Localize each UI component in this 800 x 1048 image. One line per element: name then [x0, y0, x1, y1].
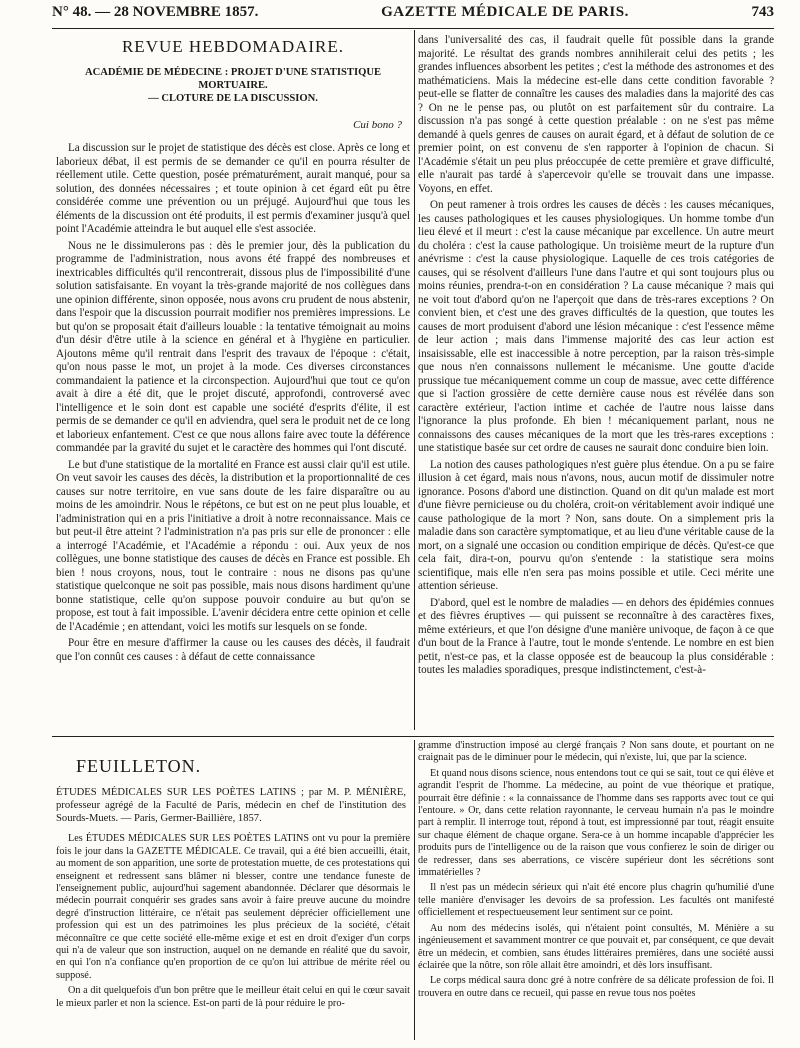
paragraph: gramme d'instruction imposé au clergé français ? Non sans doute, et pourtant on ne craignait pas de le diminuer pour le médecin, qui n'existe, lui, que par la science. — [418, 740, 774, 764]
paragraph: On peut ramener à trois ordres les causes de décès : les causes mécaniques, les causes pathologiques et les causes physiologiques. Un homme tombe d'un lieu élevé et il meurt : c'est la cause mécanique par excellence. Un autre meurt du choléra : c'est la cause pathologique. Un troisième meurt de la rupture d'un anévrisme : c'est la cause physiologique. Laquelle de ces trois catégories de causes, qui se résolvent d'ailleurs l'une dans l'autre et qui sont toujours plus ou moins réunies, prendra-t-on en considération ? La cause mécanique ? mais qui ne voit tout d'abord qu'on ne l'aperçoit que dans de très-rares exceptions ? On convient bien, et c'est une des graves difficultés de la question, que toutes les causes de mort produisent d'abord une lésion mécanique : c'est l'essence même de leur action ; mais dans l'immense majorité des cas leur action est insaisissable, elle est inaccessible à notre perception, par la raison très-simple que nous n'en connaissons nullement le mécanisme. Une goutte d'acide prussique tue mécaniquement comme un coup de massue, avec cette différence que si l'action grossière de cette dernière cause nous est révélée dans son caractère extérieur, l'action intime et cachée de l'autre nous laisse dans l'ignorance la plus profonde. Eh bien ! mécaniquement parlant, nous ne connaissons des causes mécaniques de la mort que les très-rares exceptions : une statistique basée sur cet ordre de causes ne saurait donc conduire bien loin. — [418, 199, 774, 454]
revue-subtitle-line1: ACADÉMIE DE MÉDECINE : PROJET D'UNE STATISTIQUE MORTUAIRE. — [84, 66, 382, 91]
paragraph: D'abord, quel est le nombre de maladies — en dehors des épidémies connues et des fièvres éruptives — qui puissent se reconnaître à des caractères fixes, même extérieurs, et que l'on désigne d'une manière univoque, de façon à ce que d'un bout de la France à l'autre, tout le monde s'entende. Le nombre en est bien petit, n'est-ce pas, et la classe opposée est de beaucoup la plus considérable : toutes les maladies sporadiques, presque indistinctement, c'est-à- — [418, 596, 774, 676]
page-header — [52, 4, 774, 26]
revue-subtitle-line2: — CLOTURE DE LA DISCUSSION. — [148, 92, 318, 104]
feuilleton-left-column — [56, 740, 410, 1010]
column-divider — [414, 740, 415, 1040]
paragraph: Le corps médical saura donc gré à notre confrère de sa délicate profession de foi. Il trouvera en outre dans ce recueil, qui passe en revue tous nos poètes — [418, 975, 774, 999]
paragraph: Les ÉTUDES MÉDICALES SUR LES POÈTES LATINS ont vu pour la première fois le jour dans la GAZETTE MÉDICALE. Ce travail, qui a été bien accueilli, était, au moment de son apparition, une sorte de protestation muette, de ces protestations qui enseignent et redressent sans blâmer ni blesser, contre une tendance funeste de l'enseignement public, aujourd'hui sagement abandonnée. Déclarer que désormais le médecin pourrait conquérir ses grades sans avoir à faire preuve aucune du moindre degré d'instruction littéraire, ce n'était pas seulement déprécier officiellement une profession qui est un des patrimoines les plus précieux de la société, c'était méconnaître ce que cette société elle-même exige et est en droit d'exiger d'un corps qui n'a de valeur que son instruction, auquel on ne demande en réalité que du savoir, en qui l'on n'a confiance qu'en proportion de ce qu'on lui attribue de mérite réel ou supposé. — [56, 833, 410, 981]
paragraph: La notion des causes pathologiques n'est guère plus étendue. On a pu se faire illusion à cet égard, mais nous n'avons, nous, aucun motif de dissimuler notre ignorance. Posons d'abord une distinction. Quand on dit qu'un malade est mort d'une fièvre pernicieuse ou du choléra, croit-on véritablement avoir indiqué une cause pathologique de la mort ? Non, sans doute. On a simplement pris la maladie dans son caractère symptomatique, et au lieu d'une véritable cause de la mort, on a signalé une occasion ou condition empirique de décès. Qu'est-ce que cela fait, dira-t-on, pourvu qu'on s'entende : la statistique sera moins scientifique, mais elle n'en sera pas moins possible et utile. Ceci mérite une attention sérieuse. — [418, 458, 774, 592]
revue-subtitle — [56, 66, 410, 105]
paragraph: Et quand nous disons science, nous entendons tout ce qui se sait, tout ce qui élève et agrandit l'esprit de l'homme. La médecine, au point de vue théorique et pratique, pourrait être définie : « la connaissance de l'homme dans ses rapports avec tout ce qui l'entoure. » Or, dans cette relation rayonnante, le cerveau humain n'a pas le moindre part à remplir. Il interroge tout, répond à tout, est impressionné par tout, réagit ensuite sur chaque élément de chaque organe. Sera-ce à un homme incapable d'apprécier les produits purs de l'intelligence ou de la raison que vous confierez le soin de diriger ou de redresser, dans ses aberrations, ce viscère supérieur dont les sécrétions sont immatérielles ? — [418, 767, 774, 879]
journal-title: GAZETTE MÉDICALE DE PARIS. — [381, 4, 629, 20]
feuilleton-subtitle: ÉTUDES MÉDICALES SUR LES POÈTES LATINS ; par M. P. MÉNIÈRE, professeur agrégé de la Faculté de Paris, médecin en chef de l'institution des Sourds-Muets. — Paris, Germer-Baillière, 1857. — [56, 787, 406, 825]
feuilleton-rule — [52, 736, 774, 737]
epigraph: Cui bono ? — [353, 118, 402, 131]
paragraph: Au nom des médecins isolés, qui n'étaient point consultés, M. Ménière a su ingénieusement et savamment montrer ce que pouvait et, par conséquent, ce que devait être un médecin, et combien, sans études littéraires premières, dans une société aussi éclairée que la nôtre, son rôle allait être amoindri, et dès lors insuffisant. — [418, 922, 774, 971]
paragraph: Le but d'une statistique de la mortalité en France est aussi clair qu'il est utile. On veut savoir les causes des décès, la distribution et la proportionnalité de ces causes sur notre territoire, en vue sans doute de les faire disparaître ou au moins de les amoindrir. Nous le répétons, ce but est on ne peut plus louable, et l'administration qui en a pris l'initiative a droit à notre reconnaissance. Mais ce but peut-il être atteint ? l'administration n'a pas pris sur elle de prononcer : elle a interrogé l'Académie, et l'Académie a répondu : oui. Aux yeux de nos collègues, une bonne statistique des causes de décès en France est possible. Eh bien ! nous croyons, nous, tout le contraire : nous ne disons pas qu'une statistique quelconque ne soit pas possible, mais nous disons hardiment qu'une bonne statistique, celle qu'on suppose pouvoir conduire au but qu'on se propose, est tout à fait impossible. L'avenir décidera entre cette opinion et celle de l'Académie ; en attendant, voici les motifs sur lesquels on se fonde. — [56, 458, 410, 633]
revue-title: REVUE HEBDOMADAIRE. — [121, 37, 345, 56]
page-number: 743 — [751, 4, 774, 20]
feuilleton-title: FEUILLETON. — [76, 756, 202, 776]
issue-date: N° 48. — 28 NOVEMBRE 1857. — [52, 4, 259, 20]
header-rule — [52, 28, 774, 29]
revue-right-column — [418, 34, 774, 678]
paragraph: Pour être en mesure d'affirmer la cause ou les causes des décès, il faudrait que l'on connût ces causes : à défaut de cette connaissance — [56, 637, 410, 663]
paragraph: Nous ne le dissimulerons pas : dès le premier jour, dès la publication du programme de l'administration, nous avons été frappé des nombreuses et inextricables difficultés qu'il rencontrerait, dissous plus de l'impossibilité d'une solution satisfaisante. En voyant la très-grande majorité de nos collègues dans une opinion différente, sinon opposée, nous avons cru prudent de nous abstenir, dans l'espoir que la discussion pourrait modifier nos premières impressions. Le but qu'on se proposait était d'ailleurs louable : la tentative témoignait au moins d'un désir d'être utile à la science en général et à l'hygiène en particulier. Ajoutons même qu'il rentrait dans l'esprit des travaux de l'époque : c'était, qu'on nous passe le mot, un projet à la mode. Ces diverses circonstances commandaient la patience et la circonspection. Aujourd'hui que tout ce qu'on avait à dire a été dit, que le projet discuté, approfondi, controversé avec l'intelligence et le soin dont est capable une société d'esprits d'élite, il est permis de se demander ce qu'il en adviendra, quel sera le produit net de ce long et laborieux enfantement. C'est ce que nous allons faire avec toute la déférence commandée par la gravité du sujet et le caractère des hommes qui l'ont discuté. — [56, 239, 410, 454]
column-divider — [414, 30, 415, 730]
paragraph: La discussion sur le projet de statistique des décès est close. Après ce long et laborieux débat, il est permis de se demander ce qu'il en pourra résulter de réellement utile. Cette question, posée prématurément, aurait manqué, pour sa solution, des données nécessaires ; et toute opinion à cet égard eût pu être considérée comme une prévention ou un préjugé. Aujourd'hui que tous les éléments de la discussion ont été produits, il est permis d'examiner jusqu'à quel point l'Académie atteindra le but auquel elle s'est associée. — [56, 142, 410, 235]
paragraph: On a dit quelquefois d'un bon prêtre que le meilleur était celui en qui le cœur savait le mieux parler et non la science. Est-on parti de là pour réduire le pro- — [56, 985, 410, 1009]
feuilleton-right-column — [418, 740, 774, 1000]
paragraph: Il n'est pas un médecin sérieux qui n'ait été encore plus chagrin qu'humilié d'une telle manière d'envisager les devoirs de sa profession. Les facultés ont manifesté officiellement et respectueusement leur sentiment sur ce point. — [418, 882, 774, 919]
revue-left-column — [56, 34, 410, 664]
paragraph: dans l'universalité des cas, il faudrait quelle fût possible dans la grande majorité. Le résultat des grands nombres annihilerait celui des petits ; les grandes influences absorbent les petites ; c'est la méthode des astronomes et des mathématiciens. Mais la médecine est-elle dans cette condition favorable ? peut-elle se flatter de connaître les causes des maladies dans la majorité des cas ? On ne le pense pas, ou plutôt on est parfaitement sûr du contraire. La discussion n'a pas songé à cette question préalable : on ne s'est pas même demandé à quels genres de causes on aurait égard, et à défaut de solution de ce premier point, on est convenu de s'en rapporter à l'opinion de chacun. Si l'Académie s'était un peu plus préoccupée de cette première et grave difficulté, elle n'aurait pas tardé à s'apercevoir qu'elle se trouvait dans une impasse. Voyons, en effet. — [418, 34, 774, 195]
